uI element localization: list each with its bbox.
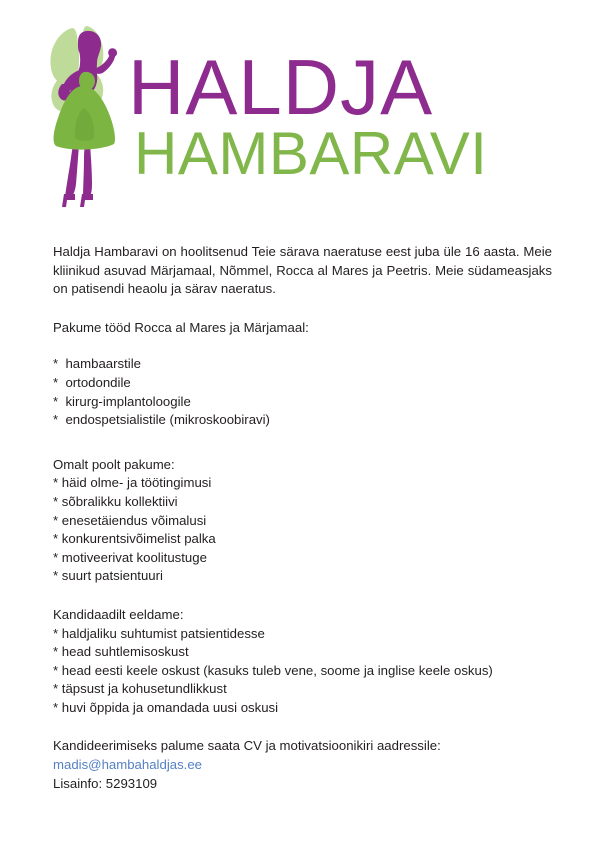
logo-header bbox=[0, 0, 600, 215]
spacer bbox=[53, 430, 552, 456]
list-item: * konkurentsivõimelist palka bbox=[53, 531, 216, 547]
apply-instruction: Kandideerimiseks palume saata CV ja motivatsioonikiri aadressile: bbox=[53, 738, 441, 754]
logo-wordmark bbox=[128, 43, 558, 198]
list-item: * enesetäiendus võimalusi bbox=[53, 512, 207, 528]
list-item: * motiveerivat koolitustuge bbox=[53, 549, 207, 565]
list-item: * häid olme- ja töötingimusi bbox=[53, 475, 212, 491]
list-item: * head eesti keele oskust (kasuks tuleb vene, soome ja inglise keele oskus) bbox=[53, 662, 493, 678]
requirements-heading: Kandidaadilt eeldame: bbox=[53, 606, 184, 622]
spacer bbox=[53, 337, 552, 355]
job-posting-body bbox=[53, 243, 556, 793]
requirements-list bbox=[53, 625, 552, 718]
email-link[interactable]: madis@hambahaldjas.ee bbox=[53, 757, 203, 773]
list-item: * täpsust ja kohusetundlikkust bbox=[53, 681, 227, 697]
spacer bbox=[53, 586, 552, 606]
spacer bbox=[53, 299, 552, 319]
logo-text-hambaravi: HAMBARAVI bbox=[134, 120, 488, 187]
offer-list bbox=[53, 474, 552, 586]
list-item: * suurt patsientuuri bbox=[53, 568, 163, 584]
list-item: * ortodondile bbox=[53, 374, 131, 390]
positions-list bbox=[53, 355, 552, 429]
list-item: * hambaarstile bbox=[53, 356, 141, 372]
fairy-mascot-icon bbox=[42, 16, 120, 208]
intro-paragraph: Haldja Hambaravi on hoolitsenud Teie särava naeratuse eest juba üle 16 aasta. Meie kliinikud asuvad Märjamaal, Nõmmel, Rocca al Mares ja Peetris. Meie südameasjaks on patisendi heaolu ja särav naeratus. bbox=[53, 244, 556, 297]
list-item: * head suhtlemisoskust bbox=[53, 644, 189, 660]
offer-heading: Omalt poolt pakume: bbox=[53, 456, 175, 472]
list-item: * kirurg-implantoloogile bbox=[53, 393, 191, 409]
spacer bbox=[53, 717, 552, 737]
positions-heading: Pakume tööd Rocca al Mares ja Märjamaal: bbox=[53, 319, 309, 335]
logo-text-haldja: HALDJA bbox=[128, 43, 434, 131]
list-item: * sõbralikku kollektiivi bbox=[53, 493, 178, 509]
list-item: * huvi õppida ja omandada uusi oskusi bbox=[53, 699, 279, 715]
list-item: * endospetsialistile (mikroskoobiravi) bbox=[53, 412, 270, 428]
phone-info: Lisainfo: 5293109 bbox=[53, 775, 158, 791]
list-item: * haldjaliku suhtumist patsientidesse bbox=[53, 625, 265, 641]
